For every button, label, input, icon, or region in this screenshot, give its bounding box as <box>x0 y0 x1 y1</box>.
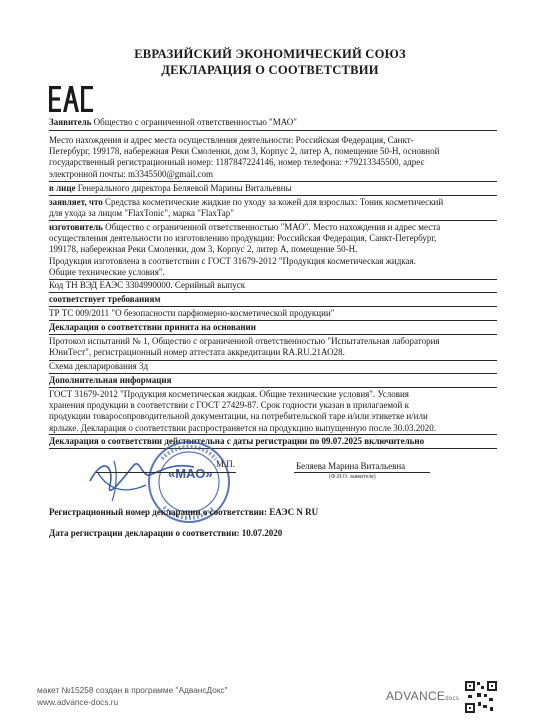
scheme: Схема декларирования 3д <box>49 361 149 371</box>
product-line-2: для ухода за лицом "FlaxTonic", марка "FlaxTap" <box>49 208 234 219</box>
rule <box>49 373 497 374</box>
applicant-row <box>49 117 497 128</box>
applicant-value: Общество с ограниченной ответственностью "МАО" <box>93 117 297 127</box>
applicant-label: Заявитель <box>49 117 92 127</box>
seal-text: «МАО» <box>168 466 213 481</box>
product-line-1: Средства косметические жидкие по уходу за кожей для взрослых: Тоник косметический <box>105 197 444 207</box>
additional-label: Дополнительная информация <box>49 375 172 385</box>
qr-code <box>464 680 498 719</box>
basis-text: Протокол испытаний № 1, Общество с ограниченной ответственностью "Испытательная лаборатория ЮниТест", регистрационный номер аттестата аккредитации RA.RU.21АО28. <box>49 336 440 358</box>
registration-number: ЕАЭС N RU <box>269 507 319 517</box>
manufacturer-label: изготовитель <box>49 222 103 232</box>
rule <box>49 220 497 221</box>
hs-code: Код ТН ВЭД ЕАЭС 3304990000. Серийный выпуск <box>49 280 246 290</box>
union-title: ЕВРАЗИЙСКИЙ ЭКОНОМИЧЕСКИЙ СОЮЗ <box>134 47 406 61</box>
additional-text: ГОСТ 31679-2012 "Продукция косметическая жидкая. Общие технические условия". Условия хранения продукции в соответствии с ГОСТ 27429-87. Срок годности указан в прилагаемой к продукции товаросопроводительной документации, на потребительской таре и/или этикетке и/или ярлыке. Декларация о соответствии распространяется на продукцию выпущенную после 30.03.2020. <box>49 389 436 433</box>
seal-mark: М.П. <box>216 459 236 469</box>
person-label: в лице <box>49 183 76 193</box>
requirements-value: ТР ТС 009/2011 "О безопасности парфюмерно-косметической продукции" <box>49 308 335 318</box>
rule <box>49 195 497 196</box>
declares-label: заявляет, что <box>49 197 103 207</box>
manufacturer-block: изготовитель Общество с ограниченной ответственностью "МАО". Место нахождения и адрес места осуществления деятельности по изготовлению продукции: Российская Федерация, Санкт-Петербург, 199178, набережная Реки Смоленки, дом 3, Корпус 2, литер А, помещение 50-Н. Продукция изготовлена в соответствии с ГОСТ 31679-2012 "Продукция косметическая жидкая. Общие технические условия". <box>49 222 441 277</box>
signature-line <box>96 472 236 473</box>
applicant-address: Место нахождения и адрес места осуществления деятельности: Российская Федерация, Санкт- Петербург, 199178, набережная Реки Смоленки, дом 3, Корпус 2, литер А, помещение 50-Н, основной государственный регистрационный номер: 1187847224146, номер телефона: +79213345500, адрес электронной почты: m3345500@gmail.com <box>49 135 440 179</box>
registration-date: 10.07.2020 <box>241 528 283 538</box>
footer-url: www.advance-docs.ru <box>37 697 119 707</box>
rule <box>49 181 497 182</box>
registration-date-row: Дата регистрации декларации о соответствии: 10.07.2020 <box>49 528 283 538</box>
eac-logo <box>49 86 95 117</box>
signer-name: Беляева Марина Витальевна <box>296 461 406 471</box>
eac-mark-icon <box>49 86 95 112</box>
validity-text: Декларация о соответствии действительна с даты регистрации по 09.07.2025 включительно <box>49 436 425 446</box>
person-row <box>49 183 497 194</box>
footer-brand: ADVANCEdocs <box>386 689 460 703</box>
registration-number-row: Регистрационный номер декларации о соответствии: ЕАЭС N RU <box>49 507 319 517</box>
signer-line <box>294 472 430 473</box>
rule <box>49 387 497 388</box>
person-value: Генерального директора Беляевой Марины Витальевны <box>77 183 292 193</box>
rule <box>49 130 497 131</box>
rule <box>49 306 497 307</box>
requirements-label: соответствует требованиям <box>49 294 161 304</box>
signer-caption: (Ф.И.О. заявителя) <box>329 474 376 480</box>
product-row <box>49 197 497 219</box>
rule <box>49 334 497 335</box>
basis-label: Декларация о соответствии принята на основании <box>49 322 256 332</box>
rule <box>49 292 497 293</box>
footer-note: макет №15258 создан в программе "АдвансДокс" <box>37 685 228 695</box>
rule <box>49 434 497 435</box>
rule <box>49 320 497 321</box>
document-title: ДЕКЛАРАЦИЯ О СООТВЕТСТВИИ <box>161 63 379 77</box>
